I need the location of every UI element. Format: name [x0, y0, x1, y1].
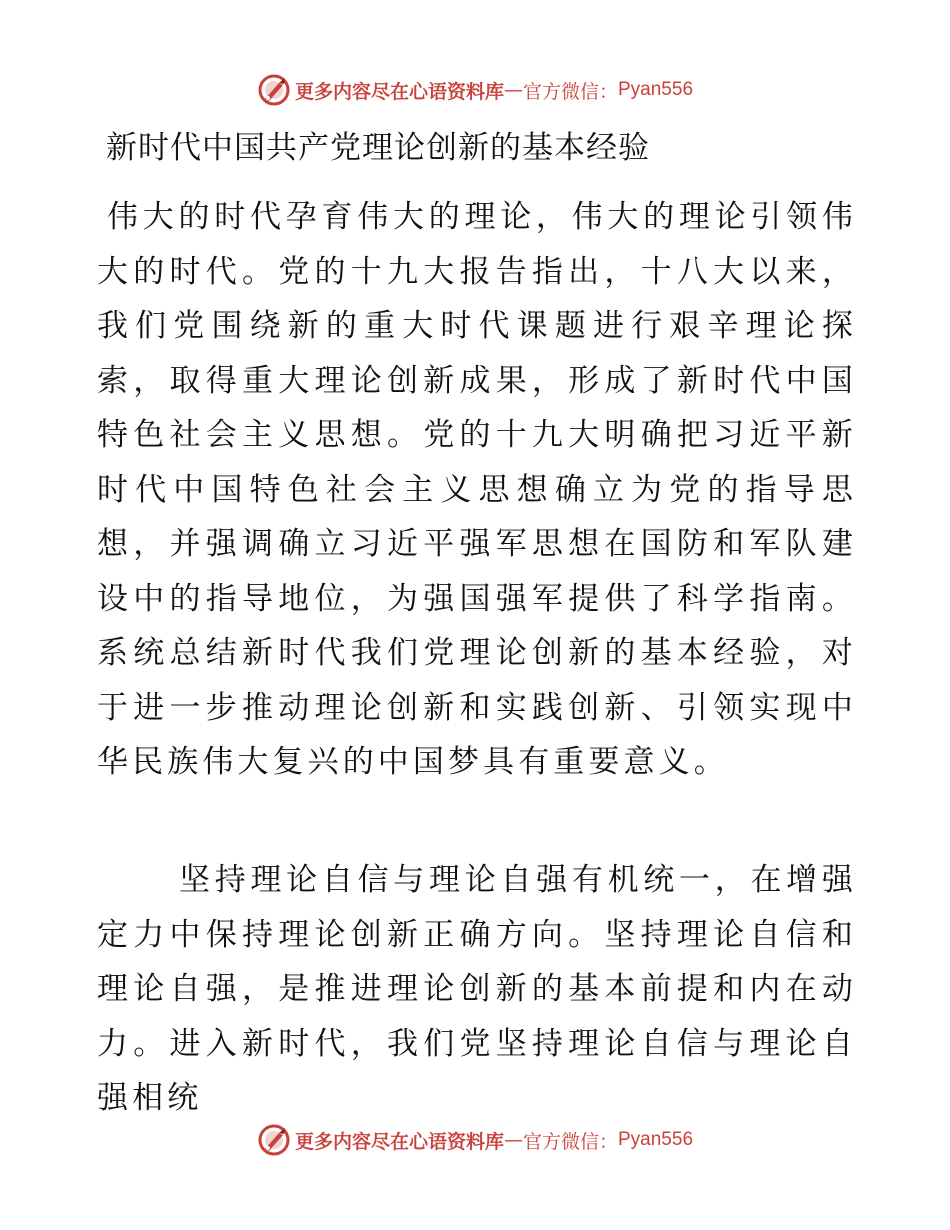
watermark-wechat-label: 官方微信：	[522, 80, 618, 103]
watermark-account: Pyan556	[618, 1129, 694, 1150]
watermark-brand: 更多内容尽在心语资料库	[294, 80, 504, 103]
watermark-wechat-label: 官方微信：	[522, 1130, 618, 1153]
watermark-separator: —	[503, 79, 523, 101]
document-title: 新时代中国共产党理论创新的基本经验	[106, 130, 650, 166]
watermark-account: Pyan556	[618, 79, 694, 100]
watermark-brand: 更多内容尽在心语资料库	[294, 1130, 504, 1153]
body-paragraph-1: 伟大的时代孕育伟大的理论，伟大的理论引领伟大的时代。党的十九大报告指出，十八大以来，我们党围绕新的重大时代课题进行艰辛理论探索，取得重大理论创新成果，形成了新时代中国特色社会主义思想。党的十九大明确把习近平新时代中国特色社会主义思想确立为党的指导思想，并强调确立习近平强军思想在国防和军队建设中的指导地位，为强国强军提供了科学指南。系统总结新时代我们党理论创新的基本经验，对于进一步推动理论创新和实践创新、引领实现中华民族伟大复兴的中国梦具有重要意义。	[97, 199, 857, 780]
body-paragraph-2: 坚持理论自信与理论自强有机统一，在增强定力中保持理论创新正确方向。坚持理论自信和理论自强，是推进理论创新的基本前提和内在动力。进入新时代，我们党坚持理论自信与理论自强相统	[97, 862, 857, 1116]
watermark-header	[0, 70, 950, 110]
watermark-footer	[0, 1120, 950, 1160]
watermark-separator: —	[503, 1129, 523, 1151]
quill-pen-logo-icon	[257, 1123, 291, 1157]
quill-pen-logo-icon	[257, 73, 291, 107]
